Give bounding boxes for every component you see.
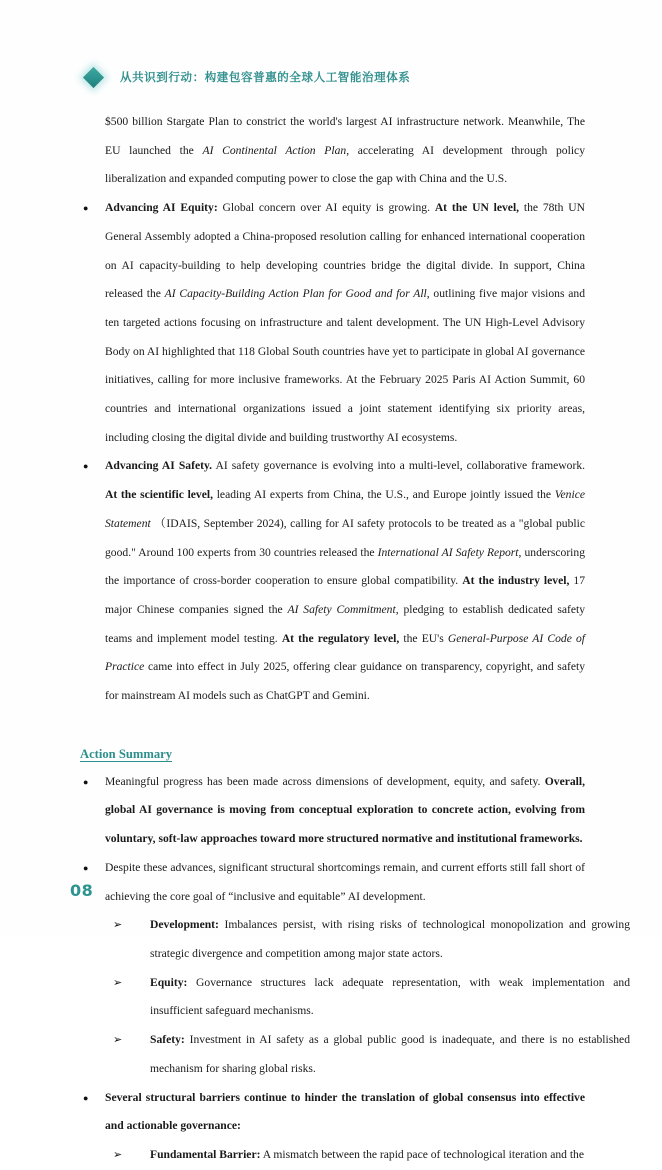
list-item-text: Meaningful progress has been made across dimensions of development, equity, and safety. Overall, global AI governance is moving from conceptual exploration to concrete action, evolving from voluntary, soft-law approaches toward more structured normative and institutional frameworks. (105, 774, 585, 846)
main-bullet-list (80, 194, 585, 711)
diamond-icon (80, 64, 106, 90)
list-item (80, 854, 585, 911)
action-summary-list (80, 768, 630, 1170)
list-item (80, 768, 585, 854)
bullet-marker: ● (83, 461, 89, 472)
list-item-text: Advancing AI Safety. AI safety governance is evolving into a multi-level, collaborative framework. At the scientific level, leading AI experts from China, the U.S., and Europe jointly issued the Venice Statement （IDAIS, September 2024), calling for AI safety protocols to be treated as a "global public good." Around 100 experts from 30 countries released the International AI Safety Report, underscoring the importance of cross-border cooperation to ensure global compatibility. At the industry level, 17 major Chinese companies signed the AI Safety Commitment, pledging to establish dedicated safety teams and implement model testing. At the regulatory level, the EU's General-Purpose AI Code of Practice came into effect in July 2025, offering clear guidance on transparency, copyright, and safety for mainstream AI models such as ChatGPT and Gemini. (105, 459, 586, 703)
list-item (80, 1084, 585, 1141)
sub-list-item-equity (80, 969, 630, 1026)
list-item-text: Despite these advances, significant structural shortcomings remain, and current efforts still fall short of achieving the core goal of “inclusive and equitable” AI development. (105, 860, 585, 903)
list-item-text: Advancing AI Equity: Global concern over AI equity is growing. At the UN level, the 78th UN General Assembly adopted a China-proposed resolution calling for enhanced international cooperation on AI capacity-building to help developing countries bridge the digital divide. In support, China released the AI Capacity-Building Action Plan for Good and for All, outlining five major visions and ten targeted actions focusing on infrastructure and talent development. The UN High-Level Advisory Body on AI highlighted that 118 Global South countries have yet to participate in global AI governance initiatives, calling for more inclusive frameworks. At the February 2025 Paris AI Action Summit, 60 countries and international organizations issued a joint statement identifying six priority areas, including closing the digital divide and building trustworthy AI ecosystems. (105, 201, 586, 444)
content-column (80, 108, 630, 1170)
sub-list-item-safety (80, 1026, 630, 1083)
bullet-marker: ● (83, 862, 89, 873)
bullet-marker: ● (83, 776, 89, 787)
section-heading-action-summary: Action Summary (80, 746, 172, 761)
arrow-marker-icon: ➢ (113, 975, 123, 989)
bullet-marker: ● (83, 203, 89, 214)
list-item (80, 194, 585, 452)
sub-list-item-development (80, 911, 630, 968)
bullet-marker: ● (83, 1092, 89, 1103)
running-header (0, 60, 662, 96)
arrow-marker-icon: ➢ (113, 1147, 123, 1161)
lead-paragraph: $500 billion Stargate Plan to constrict the world's largest AI infrastructure network. Meanwhile, The EU launched the AI Continental Action Plan, accelerating AI development through policy liberalization and expanded computing power to close the gap with China and the U.S. (105, 115, 585, 186)
header-title: 从共识到行动：构建包容普惠的全球人工智能治理体系 (120, 70, 411, 84)
list-item-text: Several structural barriers continue to hinder the translation of global consensus into effective and actionable governance: (105, 1090, 585, 1133)
sub-list-item-text: Fundamental Barrier: A mismatch between the rapid pace of technological iteration and the (150, 1147, 584, 1161)
page-number: 08 (70, 881, 94, 900)
sub-list-item-text: Development: Imbalances persist, with rising risks of technological monopolization and growing strategic divergence and competition among major state actors. (150, 918, 630, 960)
list-item (80, 452, 585, 710)
sub-list-item-text: Safety: Investment in AI safety as a global public good is inadequate, and there is no established mechanism for sharing global risks. (150, 1033, 630, 1075)
sub-list-item-text: Equity: Governance structures lack adequate representation, with weak implementation and insufficient safeguard mechanisms. (150, 975, 630, 1018)
arrow-marker-icon: ➢ (113, 918, 123, 932)
arrow-marker-icon: ➢ (113, 1033, 123, 1047)
sub-list-item-fundamental-barrier (80, 1141, 630, 1170)
